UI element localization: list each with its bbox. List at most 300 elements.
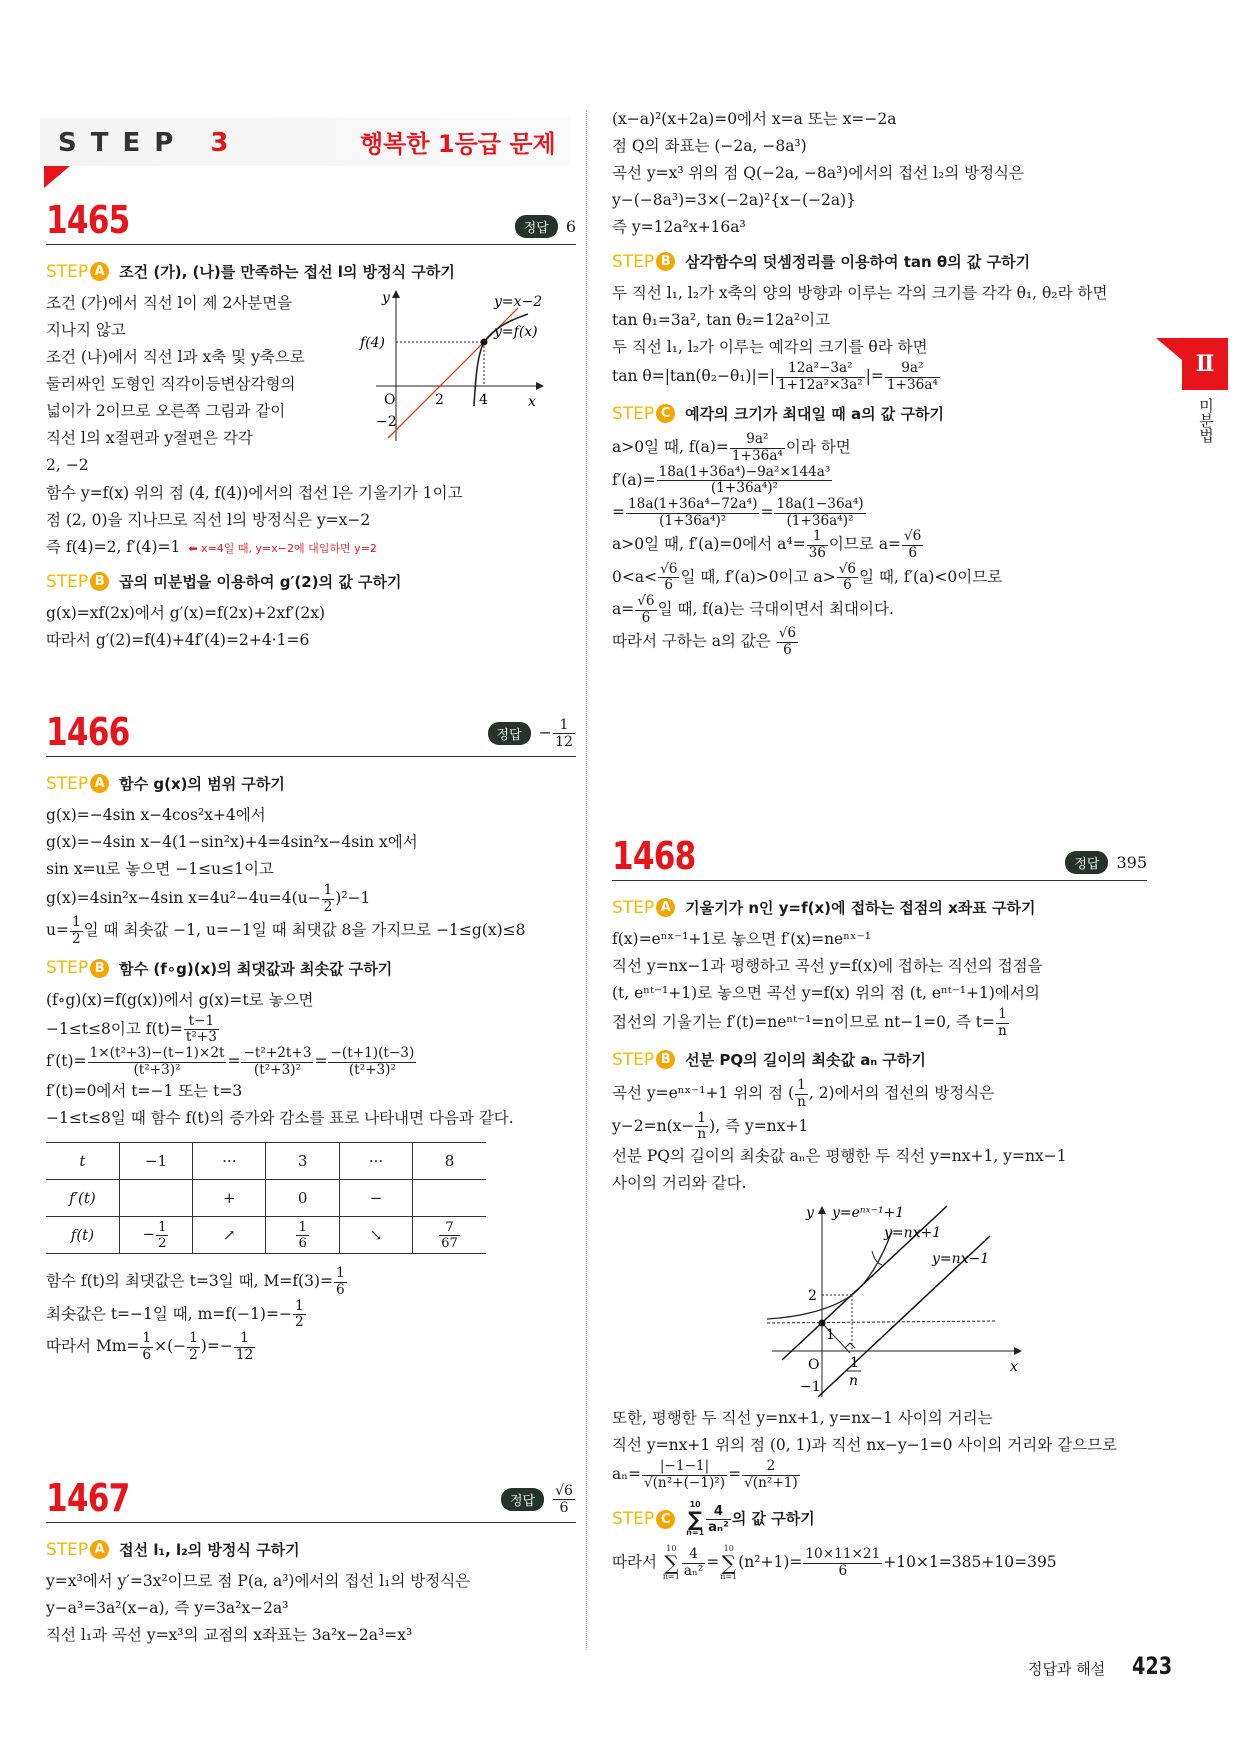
page-footer: [1028, 1652, 1177, 1680]
step-letter: A: [90, 774, 109, 793]
table-cell: [413, 1143, 486, 1180]
problem-header: [612, 836, 1147, 881]
fraction-wrap: [656, 463, 834, 497]
answer-badge: 정답: [515, 215, 558, 238]
step-title: [119, 773, 285, 794]
asymptote-dotted: [767, 1321, 997, 1323]
text-run: t: [79, 1152, 86, 1171]
step-a-with-graph: [46, 290, 576, 480]
numerator: √6: [904, 528, 922, 545]
text-run: 선분 PQ의 길이의 최솟값 aₙ은 평행한 두 직선 y=nx+1, y=nx−1: [612, 1147, 1067, 1166]
text-run: 직선 y=nx−1과 평행하고 곡선 y=f(x)에 접하는 직선의 접점을: [612, 957, 1043, 975]
step-letter: B: [656, 1050, 675, 1069]
denominator: aₙ²: [683, 1562, 704, 1579]
text-run: 이라 하면: [785, 438, 851, 457]
numerator: 2: [742, 1459, 800, 1476]
step-tag: [612, 1050, 675, 1070]
text-run: , 2)에서의 접선의 방정식은: [808, 1084, 995, 1103]
sum-lower: n=1: [720, 1572, 738, 1582]
fraction: [837, 562, 858, 594]
problem-header: [46, 1478, 576, 1523]
text-run: 이므로 a=: [828, 535, 901, 554]
denominator: 6: [664, 577, 674, 594]
answer-value: 395: [1116, 853, 1147, 872]
step-tag: [612, 404, 675, 424]
step-tag-text: STEP: [46, 773, 89, 794]
origin-label: O: [384, 392, 396, 408]
text-line: [612, 432, 1172, 464]
y-axis-label: y: [382, 290, 390, 306]
text-run: 접선의 기울기는 f′(t)=neⁿᵗ⁻¹=n이므로 nt−1=0, 즉 t=: [612, 1013, 996, 1032]
curve-label: y=f(x): [494, 324, 538, 340]
table-cell: [266, 1217, 339, 1254]
column-divider: [586, 110, 587, 1650]
denominator: 2: [71, 931, 81, 948]
text-run: −: [369, 1189, 383, 1208]
step-b-heading: [612, 251, 1172, 272]
tangent-line-graph: [346, 286, 556, 446]
denominator: 6: [843, 577, 852, 594]
step-b-body: [46, 987, 576, 1133]
annotation-note: ⬅ x=4일 때, y=x−2에 대입하면 y=2: [188, 542, 377, 555]
text-line: [46, 1568, 576, 1595]
step-tag: [612, 1509, 675, 1529]
step-a-heading: [46, 773, 576, 794]
numerator: 4: [682, 1547, 705, 1564]
sigma-icon: ∑: [721, 1551, 736, 1576]
numerator: 1: [71, 914, 81, 931]
denominator: (1+36a⁴)²: [786, 512, 854, 529]
step-c-body: [612, 1545, 1147, 1581]
denominator: 6: [641, 609, 651, 626]
denominator: 36: [808, 545, 826, 562]
fraction: [322, 883, 335, 915]
chapter-tab[interactable]: Ⅱ: [1182, 338, 1228, 390]
text-line: [46, 1299, 576, 1331]
numerator: 1: [234, 1331, 255, 1348]
text-line: [612, 1405, 1147, 1432]
numerator: 1: [553, 717, 575, 734]
chapter-label: 미분법: [1197, 398, 1215, 443]
origin-label: O: [808, 1357, 820, 1374]
fraction-wrap: [802, 1546, 883, 1579]
step-letter: B: [656, 252, 675, 271]
fraction-wrap: [438, 1219, 461, 1251]
step-tag-text: STEP: [46, 261, 89, 282]
text-line: [612, 106, 1172, 133]
denominator: 6: [838, 1562, 848, 1579]
text-run: 또한, 평행한 두 직선 y=nx+1, y=nx−1 사이의 거리는: [612, 1409, 993, 1428]
fraction: [642, 1459, 727, 1491]
table-cell: [339, 1143, 412, 1180]
text-run: )=−: [200, 1337, 233, 1356]
fraction: [658, 562, 679, 594]
denominator: n: [797, 1094, 806, 1111]
numerator: 9a²: [730, 432, 785, 449]
text-run: aₙ=: [612, 1465, 641, 1484]
numerator: 4: [706, 1504, 731, 1520]
fraction-wrap: [295, 1219, 309, 1251]
denominator: (t²+3)²: [348, 1061, 396, 1078]
text-run: 둘러싸인 도형인 직각이등변삼각형의: [46, 375, 296, 393]
text-run: a>0일 때, f′(a)=0에서 a⁴=: [612, 535, 806, 554]
text-run: f′(t)=: [46, 1052, 87, 1071]
text-run: f′(t)=0에서 t=−1 또는 t=3: [46, 1082, 243, 1101]
text-run: g(x)=4sin²x−4sin x=4u²−4u=4(u−: [46, 889, 321, 908]
page-number: 423: [1132, 1652, 1173, 1680]
text-run: 일 때, f′(a)<0이므로: [859, 567, 1003, 586]
fraction: [776, 361, 865, 393]
text-line: [612, 980, 1147, 1007]
text-run: 따라서 구하는 a의 값은: [612, 632, 776, 651]
step-tag: [46, 572, 109, 592]
text-line: [46, 627, 576, 654]
text-line: [612, 133, 1172, 160]
text-run: g(x)=−4sin x−4(1−sin²x)+4=4sin²x−4sin x에서: [46, 833, 418, 851]
y-axis-arrow-icon: [818, 1206, 826, 1214]
fraction: [156, 1220, 168, 1251]
step-c-heading: [612, 403, 1172, 424]
text-run: tan θ₁=3a², tan θ₂=12a²이고: [612, 311, 831, 329]
text-line: [612, 626, 1172, 658]
numerator: √6: [838, 560, 857, 577]
x-tick-4: 4: [479, 392, 488, 408]
denominator: (1+36a⁴)²: [710, 480, 779, 497]
table-cell: [339, 1180, 412, 1217]
step-tag: [612, 252, 675, 272]
text-line: [46, 534, 576, 561]
numerator: 18a(1+36a⁴)−9a²×144a³: [658, 463, 831, 480]
text-run: (x−a)²(x+2a)=0에서 x=a 또는 x=−2a: [612, 110, 897, 128]
text-run: 예각의 크기가 최대일 때 a의 값 구하기: [685, 405, 944, 424]
numerator: |−1−1|: [642, 1459, 727, 1476]
step-tag: [46, 958, 109, 978]
answer-badge: 정답: [1065, 851, 1108, 874]
fraction-wrap: [327, 1045, 417, 1078]
text-run: 조건 (가)에서 직선 l이 제 2사분면을: [46, 294, 293, 312]
table-cell: [266, 1180, 339, 1217]
fraction: [88, 1046, 227, 1078]
text-run: y−a³=3a²(x−a), 즉 y=3a²x−2a³: [46, 1599, 289, 1617]
problem-1466: [46, 712, 576, 1363]
sum-upper: 10: [689, 1500, 701, 1510]
text-run: 0<a<: [612, 567, 658, 586]
minus-sign: −: [538, 722, 553, 742]
step-a-heading: [46, 261, 576, 282]
fraction-wrap: [186, 1330, 201, 1363]
parallel-lines-graph: [762, 1201, 1062, 1401]
text-run: y=x³에서 y′=3x²이므로 점 P(a, a³)에서의 접선 l₁의 방정식은: [46, 1572, 471, 1590]
text-line: [46, 507, 576, 534]
y-tick-1: 1: [826, 1327, 835, 1344]
line1-label: y=nx+1: [884, 1225, 942, 1242]
fraction: [777, 626, 798, 658]
text-line: [612, 361, 1172, 393]
point-0-1: [819, 1320, 826, 1327]
x-axis-label: x: [528, 394, 536, 410]
denominator: 2: [323, 898, 333, 915]
text-run: =: [760, 503, 774, 522]
text-run: 따라서: [612, 1553, 662, 1572]
y-axis-label: y: [806, 1205, 814, 1222]
text-run: 조건 (가), (나)를 만족하는 접선 l의 방정식 구하기: [119, 263, 455, 281]
step-title: [119, 571, 401, 592]
text-line: [46, 883, 576, 915]
text-run: −1: [144, 1152, 168, 1171]
numerator: 1: [996, 1007, 1009, 1024]
fraction-wrap: [183, 1012, 220, 1046]
text-run: 즉 f(4)=2, f′(4)=1: [46, 538, 181, 556]
fraction: [682, 1547, 705, 1579]
text-run: a>0일 때, f(a)=: [612, 438, 729, 457]
step-a-body: [46, 480, 576, 561]
x-tick-num: 1: [850, 1355, 859, 1372]
text-line: [46, 1014, 576, 1046]
answer: [1065, 851, 1147, 874]
problem-1467: [46, 1478, 576, 1649]
step-a-heading: [612, 897, 1147, 918]
fraction-wrap: [333, 1265, 348, 1299]
fraction: [803, 1547, 882, 1579]
text-line: [612, 1007, 1147, 1039]
problem-header: [46, 712, 576, 757]
text-line: [612, 594, 1172, 626]
text-run: 일 때, f(a)는 극대이면서 최대이다.: [657, 600, 894, 619]
step-tag-text: STEP: [612, 1509, 655, 1530]
tangent-point: [481, 339, 488, 346]
fraction: [241, 1046, 313, 1078]
denominator: 1+12a²×3a²: [777, 376, 863, 393]
text-run: 지나지 않고: [46, 321, 126, 339]
text-run: 2, −2: [46, 456, 89, 474]
text-line: [612, 334, 1172, 361]
text-run: 직선 l₁과 곡선 y=x³의 교점의 x좌표는 3a²x−2a³=x³: [46, 1626, 413, 1644]
numerator: t−1: [184, 1014, 219, 1031]
step-title: [685, 897, 1035, 918]
section-title: 행복한 1등급 문제: [360, 130, 556, 158]
fraction: [140, 1331, 153, 1363]
answer-value: [552, 1483, 576, 1516]
denominator: 2: [158, 1235, 167, 1251]
text-run: 일 때, f′(a)>0이고 a>: [680, 567, 836, 586]
denominator: 1+36a⁴: [886, 376, 938, 393]
denominator: 6: [142, 1346, 152, 1363]
fraction-wrap: [625, 496, 760, 529]
sum-lower: n=1: [686, 1528, 705, 1538]
fraction-wrap: [142, 1219, 170, 1251]
problem-number: 1466: [46, 710, 130, 754]
fraction-wrap: [705, 1503, 732, 1535]
footer-label: 정답과 해설: [1028, 1660, 1106, 1678]
x-tick-den: n: [849, 1373, 859, 1390]
text-run: f(t): [70, 1226, 95, 1245]
text-line: [46, 1331, 576, 1363]
text-run: y−2=n(x−: [612, 1116, 695, 1135]
fraction-wrap: [884, 360, 941, 393]
text-line: [46, 1105, 576, 1132]
text-line: [612, 1143, 1147, 1170]
text-run: ↘: [369, 1226, 383, 1245]
step-b-body: [46, 600, 576, 654]
fraction-wrap: [552, 1482, 576, 1516]
text-run: 최솟값은 t=−1일 때, m=f(−1)=−: [46, 1304, 292, 1323]
fraction: [626, 497, 759, 529]
fraction-wrap: [995, 1006, 1010, 1039]
sum-upper: 10: [723, 1544, 734, 1554]
text-line: [46, 856, 576, 883]
step-tag-text: STEP: [46, 571, 89, 592]
problem-1465: [46, 200, 576, 654]
step-b-body: [612, 1078, 1147, 1197]
text-run: +: [223, 1189, 236, 1208]
fraction: [774, 497, 865, 529]
table-row: [46, 1217, 486, 1254]
fraction-wrap: [69, 914, 84, 948]
numerator: √6: [778, 625, 797, 642]
denominator: (t²+3)²: [133, 1061, 181, 1078]
fraction: [695, 1111, 708, 1143]
table-cell: [46, 1143, 119, 1180]
fraction-wrap: [836, 560, 859, 594]
numerator: 1×(t²+3)−(t−1)×2t: [89, 1045, 225, 1062]
fraction: [635, 594, 656, 626]
step-b-heading: [46, 958, 576, 979]
step-tag: [612, 898, 675, 918]
table-cell: [266, 1143, 339, 1180]
step-tag-text: STEP: [612, 1049, 655, 1070]
table-cell: [413, 1217, 486, 1254]
text-run: 함수 g(x)의 범위 구하기: [119, 775, 285, 793]
text-run: =: [706, 1553, 720, 1572]
denominator: (t²+3)²: [253, 1061, 302, 1078]
text-line: [612, 280, 1172, 307]
numerator: √6: [637, 593, 655, 610]
y-tick-neg1: −1: [800, 1379, 821, 1396]
text-run: )²−1: [335, 889, 371, 908]
fraction-wrap: [901, 528, 924, 562]
text-line: [46, 829, 576, 856]
problem-number: 1467: [46, 1476, 130, 1520]
text-run: (f∘g)(x)=f(g(x))에서 g(x)=t로 놓으면: [46, 990, 314, 1009]
step-b-heading: [612, 1049, 1147, 1070]
denominator: 67: [441, 1235, 458, 1251]
x-tick-2: 2: [435, 392, 444, 408]
y-tick-2: 2: [808, 1288, 817, 1305]
step-b-heading: [46, 571, 576, 592]
text-run: 넓이가 2이므로 오른쪽 그림과 같이: [46, 402, 286, 420]
numerator: 1: [695, 1111, 708, 1128]
text-line: [612, 307, 1172, 334]
text-line: [612, 187, 1172, 214]
text-run: ×(−: [154, 1337, 187, 1356]
denominator: 6: [783, 642, 792, 659]
fraction: [902, 529, 923, 561]
fraction-wrap: [641, 1458, 728, 1491]
summation: [720, 1545, 737, 1581]
numerator: √6: [660, 560, 678, 577]
step-letter: C: [656, 1510, 675, 1529]
text-run: 삼각함수의 덧셈정리를 이용하여 tan θ의 값 구하기: [685, 253, 1031, 271]
summation: [663, 1545, 680, 1581]
fraction-wrap: [87, 1045, 228, 1078]
fraction: [807, 529, 828, 561]
numerator: 1: [298, 1219, 307, 1235]
curve-label: y=eⁿˣ⁻¹+1: [832, 1205, 905, 1222]
denominator: √(n²+(−1)²): [643, 1474, 726, 1491]
text-line: [46, 1046, 576, 1078]
fraction: [657, 465, 833, 497]
denominator: 6: [298, 1235, 307, 1251]
answer: [515, 215, 576, 238]
text-run: 두 직선 l₁, l₂가 x축의 양의 방향과 이루는 각의 크기를 각각 θ₁, θ₂라 하면: [612, 284, 1108, 302]
step-letter: A: [656, 898, 675, 917]
text-run: +10×1=385+10=395: [883, 1553, 1057, 1572]
text-run: ···: [222, 1152, 237, 1171]
answer-badge: 정답: [488, 722, 531, 745]
fraction-wrap: [233, 1330, 256, 1363]
text-line: [612, 953, 1147, 980]
text-run: (t, eⁿᵗ⁻¹+1)로 놓으면 곡선 y=f(x) 위의 점 (t, eⁿᵗ⁻¹+1)에서의: [612, 984, 1040, 1002]
table-cell: [413, 1180, 486, 1217]
step-letter: A: [90, 262, 109, 281]
table-row: [46, 1180, 486, 1217]
text-run: 8: [444, 1152, 455, 1171]
text-run: 점 Q의 좌표는 (−2a, −8a³): [612, 137, 807, 155]
problem-header: [46, 200, 576, 245]
answer-badge: 정답: [501, 1488, 544, 1511]
step-title: [119, 261, 455, 282]
table-cell: [193, 1217, 266, 1254]
step-a-body: [46, 802, 576, 948]
fraction-wrap: [292, 1297, 307, 1331]
problem-1468: [612, 836, 1147, 1581]
step-a-body: [46, 1568, 576, 1649]
text-run: |=: [865, 367, 884, 386]
denominator: 12: [235, 1346, 254, 1363]
table-cell: [339, 1217, 412, 1254]
text-run: 선분 PQ의 길이의 최솟값 aₙ 구하기: [685, 1051, 926, 1070]
text-run: 접선 l₁, l₂의 방정식 구하기: [119, 1541, 300, 1559]
text-run: a=: [612, 600, 635, 619]
text-run: f(x)=eⁿˣ⁻¹+1로 놓으면 f′(x)=neⁿˣ⁻¹: [612, 930, 871, 948]
denominator: 6: [559, 1499, 569, 1516]
text-run: u=: [46, 921, 69, 940]
text-line: [612, 926, 1147, 953]
y-axis-arrow-icon: [392, 290, 400, 298]
text-run: 조건 (나)에서 직선 l과 x축 및 y축으로: [46, 348, 305, 366]
step-c-heading: [612, 1501, 1147, 1537]
fraction: [293, 1299, 306, 1331]
step-tag-text: STEP: [612, 251, 655, 272]
numerator: 1: [294, 1297, 304, 1314]
fraction-wrap: [694, 1109, 709, 1143]
text-run: 곱의 미분법을 이용하여 g′(2)의 값 구하기: [119, 573, 402, 591]
table-cell: [193, 1180, 266, 1217]
line-label: y=x−2: [494, 294, 543, 310]
line2-label: y=nx−1: [932, 1251, 990, 1268]
text-run: =: [728, 1465, 742, 1484]
text-line: [46, 1266, 576, 1298]
x-axis-arrow-icon: [536, 382, 544, 390]
text-line: [612, 1078, 1147, 1110]
text-run: 3: [297, 1152, 308, 1171]
numerator: 1: [142, 1330, 152, 1347]
numerator: −t²+2t+3: [243, 1045, 312, 1062]
step-tag-text: STEP: [612, 403, 655, 424]
answer: [488, 717, 576, 750]
text-run: ↗: [223, 1226, 236, 1245]
problem-number: 1468: [612, 834, 696, 878]
